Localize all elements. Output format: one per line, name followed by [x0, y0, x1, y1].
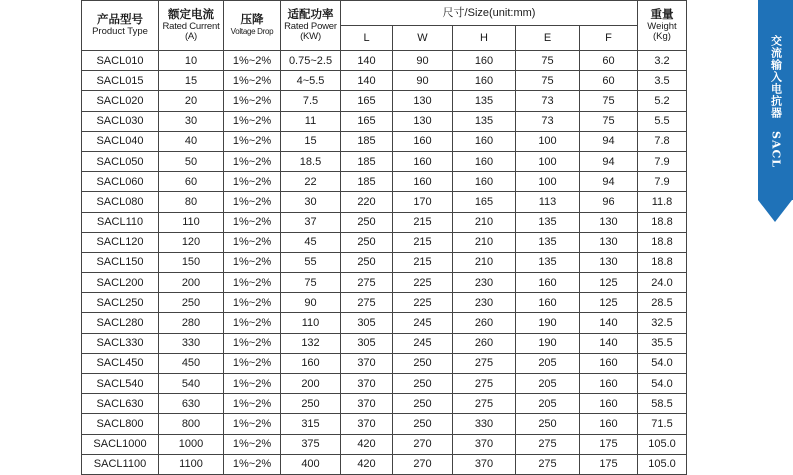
- cell-dim-w: 160: [393, 172, 453, 192]
- cell-product-type: SACL015: [82, 71, 159, 91]
- cell-dim-w: 270: [393, 454, 453, 474]
- cell-weight: 54.0: [638, 353, 687, 373]
- header-dim-l: L: [341, 26, 393, 51]
- cell-dim-f: 175: [580, 434, 638, 454]
- cell-dim-w: 90: [393, 51, 453, 71]
- cell-dim-e: 100: [516, 131, 580, 151]
- cell-dim-w: 250: [393, 394, 453, 414]
- cell-rated-power: 0.75~2.5: [281, 51, 341, 71]
- header-size: [341, 1, 638, 26]
- cell-voltage-drop: 1%~2%: [224, 51, 281, 71]
- cell-dim-h: 160: [453, 51, 516, 71]
- cell-dim-l: 275: [341, 293, 393, 313]
- cell-product-type: SACL280: [82, 313, 159, 333]
- cell-rated-power: 250: [281, 394, 341, 414]
- header-rated-current-unit: (A): [184, 31, 198, 42]
- table-row: [82, 454, 687, 474]
- cell-dim-l: 420: [341, 454, 393, 474]
- cell-dim-h: 275: [453, 374, 516, 394]
- cell-weight: 18.8: [638, 252, 687, 272]
- table-row: [82, 394, 687, 414]
- cell-product-type: SACL110: [82, 212, 159, 232]
- table-row: [82, 151, 687, 171]
- cell-dim-h: 135: [453, 91, 516, 111]
- cell-rated-power: 15: [281, 131, 341, 151]
- cell-rated-current: 200: [159, 273, 224, 293]
- cell-dim-f: 160: [580, 353, 638, 373]
- table-row: [82, 51, 687, 71]
- cell-dim-e: 250: [516, 414, 580, 434]
- cell-dim-h: 210: [453, 212, 516, 232]
- cell-dim-h: 275: [453, 394, 516, 414]
- cell-weight: 35.5: [638, 333, 687, 353]
- cell-dim-f: 160: [580, 394, 638, 414]
- cell-rated-power: 90: [281, 293, 341, 313]
- cell-product-type: SACL250: [82, 293, 159, 313]
- header-dim-f: F: [580, 26, 638, 51]
- cell-dim-h: 160: [453, 131, 516, 151]
- cell-dim-w: 245: [393, 313, 453, 333]
- cell-product-type: SACL450: [82, 353, 159, 373]
- cell-product-type: SACL630: [82, 394, 159, 414]
- cell-voltage-drop: 1%~2%: [224, 212, 281, 232]
- cell-dim-f: 160: [580, 374, 638, 394]
- cell-weight: 28.5: [638, 293, 687, 313]
- cell-dim-e: 160: [516, 293, 580, 313]
- cell-dim-w: 215: [393, 212, 453, 232]
- header-rated-power-zh: 适配功率: [287, 9, 334, 21]
- cell-dim-h: 160: [453, 172, 516, 192]
- cell-dim-h: 330: [453, 414, 516, 434]
- cell-dim-f: 60: [580, 51, 638, 71]
- cell-dim-f: 94: [580, 131, 638, 151]
- cell-rated-current: 20: [159, 91, 224, 111]
- cell-rated-current: 50: [159, 151, 224, 171]
- cell-dim-e: 73: [516, 111, 580, 131]
- cell-dim-f: 94: [580, 151, 638, 171]
- cell-dim-l: 370: [341, 414, 393, 434]
- table-row: [82, 313, 687, 333]
- cell-rated-power: 160: [281, 353, 341, 373]
- cell-dim-l: 165: [341, 91, 393, 111]
- cell-rated-power: 18.5: [281, 151, 341, 171]
- cell-product-type: SACL010: [82, 51, 159, 71]
- cell-dim-l: 420: [341, 434, 393, 454]
- header-voltage-drop-en: Voltage Drop: [230, 27, 274, 36]
- table-row: [82, 192, 687, 212]
- cell-rated-power: 30: [281, 192, 341, 212]
- header-dim-w: W: [393, 26, 453, 51]
- cell-dim-h: 160: [453, 71, 516, 91]
- cell-dim-w: 130: [393, 91, 453, 111]
- cell-dim-h: 275: [453, 353, 516, 373]
- cell-dim-e: 275: [516, 434, 580, 454]
- cell-dim-f: 75: [580, 91, 638, 111]
- cell-dim-e: 100: [516, 172, 580, 192]
- cell-dim-l: 370: [341, 353, 393, 373]
- header-dim-h: H: [453, 26, 516, 51]
- cell-product-type: SACL020: [82, 91, 159, 111]
- cell-rated-current: 540: [159, 374, 224, 394]
- cell-rated-current: 110: [159, 212, 224, 232]
- table-row: [82, 273, 687, 293]
- cell-dim-h: 260: [453, 333, 516, 353]
- cell-dim-w: 160: [393, 131, 453, 151]
- cell-dim-l: 250: [341, 252, 393, 272]
- cell-rated-current: 630: [159, 394, 224, 414]
- cell-weight: 5.2: [638, 91, 687, 111]
- cell-dim-f: 125: [580, 273, 638, 293]
- cell-rated-power: 132: [281, 333, 341, 353]
- cell-dim-w: 250: [393, 353, 453, 373]
- cell-voltage-drop: 1%~2%: [224, 454, 281, 474]
- header-dim-e: E: [516, 26, 580, 51]
- cell-dim-e: 135: [516, 212, 580, 232]
- cell-dim-l: 185: [341, 131, 393, 151]
- cell-weight: 7.8: [638, 131, 687, 151]
- cell-dim-h: 230: [453, 293, 516, 313]
- cell-product-type: SACL060: [82, 172, 159, 192]
- table-row: [82, 374, 687, 394]
- table-row: [82, 91, 687, 111]
- cell-voltage-drop: 1%~2%: [224, 91, 281, 111]
- cell-product-type: SACL030: [82, 111, 159, 131]
- cell-product-type: SACL050: [82, 151, 159, 171]
- cell-dim-h: 210: [453, 252, 516, 272]
- cell-weight: 11.8: [638, 192, 687, 212]
- cell-dim-e: 135: [516, 232, 580, 252]
- cell-dim-e: 73: [516, 91, 580, 111]
- cell-dim-e: 113: [516, 192, 580, 212]
- cell-weight: 32.5: [638, 313, 687, 333]
- cell-dim-w: 130: [393, 111, 453, 131]
- cell-dim-h: 160: [453, 151, 516, 171]
- table-row: [82, 333, 687, 353]
- cell-rated-current: 330: [159, 333, 224, 353]
- cell-weight: 5.5: [638, 111, 687, 131]
- cell-rated-power: 200: [281, 374, 341, 394]
- cell-dim-e: 75: [516, 51, 580, 71]
- cell-product-type: SACL040: [82, 131, 159, 151]
- cell-voltage-drop: 1%~2%: [224, 333, 281, 353]
- table-row: [82, 172, 687, 192]
- header-voltage-drop-zh: 压降: [240, 14, 264, 26]
- cell-rated-current: 800: [159, 414, 224, 434]
- table-row: [82, 71, 687, 91]
- cell-dim-f: 130: [580, 232, 638, 252]
- cell-dim-w: 225: [393, 293, 453, 313]
- cell-rated-current: 280: [159, 313, 224, 333]
- cell-weight: 3.2: [638, 51, 687, 71]
- cell-weight: 7.9: [638, 151, 687, 171]
- cell-product-type: SACL800: [82, 414, 159, 434]
- header-size-label: 尺寸/Size(unit:mm): [442, 6, 536, 19]
- cell-dim-l: 250: [341, 232, 393, 252]
- cell-rated-power: 75: [281, 273, 341, 293]
- cell-dim-l: 165: [341, 111, 393, 131]
- cell-dim-h: 370: [453, 434, 516, 454]
- cell-dim-l: 370: [341, 374, 393, 394]
- cell-product-type: SACL1000: [82, 434, 159, 454]
- cell-dim-f: 94: [580, 172, 638, 192]
- cell-dim-e: 190: [516, 313, 580, 333]
- cell-rated-current: 30: [159, 111, 224, 131]
- table-row: [82, 212, 687, 232]
- cell-dim-w: 215: [393, 232, 453, 252]
- cell-voltage-drop: 1%~2%: [224, 374, 281, 394]
- cell-dim-l: 370: [341, 394, 393, 414]
- cell-dim-w: 160: [393, 151, 453, 171]
- cell-weight: 54.0: [638, 374, 687, 394]
- cell-product-type: SACL120: [82, 232, 159, 252]
- cell-dim-f: 75: [580, 111, 638, 131]
- cell-dim-f: 175: [580, 454, 638, 474]
- cell-weight: 7.9: [638, 172, 687, 192]
- cell-rated-power: 11: [281, 111, 341, 131]
- cell-dim-w: 250: [393, 414, 453, 434]
- cell-rated-power: 315: [281, 414, 341, 434]
- table-row: [82, 252, 687, 272]
- cell-voltage-drop: 1%~2%: [224, 394, 281, 414]
- cell-dim-h: 165: [453, 192, 516, 212]
- cell-product-type: SACL200: [82, 273, 159, 293]
- cell-dim-f: 130: [580, 212, 638, 232]
- cell-voltage-drop: 1%~2%: [224, 131, 281, 151]
- cell-dim-f: 130: [580, 252, 638, 272]
- cell-weight: 71.5: [638, 414, 687, 434]
- table-row: [82, 434, 687, 454]
- cell-rated-power: 7.5: [281, 91, 341, 111]
- cell-dim-w: 225: [393, 273, 453, 293]
- cell-dim-e: 190: [516, 333, 580, 353]
- cell-rated-power: 375: [281, 434, 341, 454]
- cell-dim-e: 275: [516, 454, 580, 474]
- header-weight-zh: 重量: [650, 9, 674, 21]
- header-weight: [638, 1, 687, 51]
- cell-rated-power: 400: [281, 454, 341, 474]
- table-row: [82, 111, 687, 131]
- cell-rated-power: 110: [281, 313, 341, 333]
- cell-dim-e: 100: [516, 151, 580, 171]
- cell-dim-l: 185: [341, 172, 393, 192]
- header-weight-en: Weight: [647, 21, 677, 32]
- header-rated-current-en: Rated Current: [162, 21, 220, 32]
- cell-voltage-drop: 1%~2%: [224, 151, 281, 171]
- cell-rated-power: 22: [281, 172, 341, 192]
- cell-product-type: SACL080: [82, 192, 159, 212]
- cell-dim-w: 245: [393, 333, 453, 353]
- cell-voltage-drop: 1%~2%: [224, 313, 281, 333]
- cell-dim-f: 60: [580, 71, 638, 91]
- cell-voltage-drop: 1%~2%: [224, 414, 281, 434]
- cell-voltage-drop: 1%~2%: [224, 71, 281, 91]
- cell-product-type: SACL150: [82, 252, 159, 272]
- cell-weight: 18.8: [638, 212, 687, 232]
- cell-weight: 105.0: [638, 434, 687, 454]
- header-rated-power-unit: (KW): [300, 31, 321, 42]
- cell-rated-power: 4~5.5: [281, 71, 341, 91]
- cell-dim-e: 205: [516, 374, 580, 394]
- header-rated-current-zh: 额定电流: [168, 9, 214, 21]
- cell-dim-h: 135: [453, 111, 516, 131]
- cell-dim-l: 305: [341, 313, 393, 333]
- table-row: [82, 131, 687, 151]
- cell-dim-l: 140: [341, 51, 393, 71]
- cell-dim-h: 210: [453, 232, 516, 252]
- cell-rated-current: 120: [159, 232, 224, 252]
- cell-dim-w: 215: [393, 252, 453, 272]
- header-rated-power-en: Rated Power: [284, 21, 337, 32]
- cell-dim-f: 140: [580, 313, 638, 333]
- cell-dim-e: 160: [516, 273, 580, 293]
- cell-rated-power: 37: [281, 212, 341, 232]
- cell-dim-e: 205: [516, 394, 580, 414]
- cell-weight: 105.0: [638, 454, 687, 474]
- cell-weight: 58.5: [638, 394, 687, 414]
- cell-voltage-drop: 1%~2%: [224, 172, 281, 192]
- cell-dim-w: 90: [393, 71, 453, 91]
- cell-voltage-drop: 1%~2%: [224, 293, 281, 313]
- header-product-type-zh: 产品型号: [97, 14, 143, 26]
- cell-dim-w: 250: [393, 374, 453, 394]
- cell-rated-current: 60: [159, 172, 224, 192]
- table-row: [82, 353, 687, 373]
- cell-dim-f: 160: [580, 414, 638, 434]
- cell-dim-f: 140: [580, 333, 638, 353]
- cell-dim-l: 220: [341, 192, 393, 212]
- header-rated-current: [159, 1, 224, 51]
- header-rated-power: [281, 1, 341, 51]
- cell-dim-e: 135: [516, 252, 580, 272]
- cell-dim-w: 270: [393, 434, 453, 454]
- table-body: [82, 51, 687, 475]
- cell-voltage-drop: 1%~2%: [224, 192, 281, 212]
- cell-dim-l: 185: [341, 151, 393, 171]
- cell-voltage-drop: 1%~2%: [224, 353, 281, 373]
- cell-dim-h: 230: [453, 273, 516, 293]
- cell-dim-l: 140: [341, 71, 393, 91]
- cell-rated-current: 1000: [159, 434, 224, 454]
- cell-rated-current: 15: [159, 71, 224, 91]
- cell-rated-current: 250: [159, 293, 224, 313]
- cell-voltage-drop: 1%~2%: [224, 252, 281, 272]
- cell-dim-h: 260: [453, 313, 516, 333]
- cell-voltage-drop: 1%~2%: [224, 434, 281, 454]
- table-row: [82, 293, 687, 313]
- cell-product-type: SACL1100: [82, 454, 159, 474]
- cell-rated-current: 80: [159, 192, 224, 212]
- cell-rated-power: 45: [281, 232, 341, 252]
- header-product-type-en: Product Type: [92, 26, 148, 37]
- cell-dim-f: 125: [580, 293, 638, 313]
- side-tab-label: [758, 35, 793, 175]
- cell-rated-current: 450: [159, 353, 224, 373]
- header-weight-unit: (Kg): [653, 31, 671, 42]
- cell-voltage-drop: 1%~2%: [224, 111, 281, 131]
- header-product-type: [82, 1, 159, 51]
- cell-dim-h: 370: [453, 454, 516, 474]
- table-row: [82, 414, 687, 434]
- cell-dim-w: 170: [393, 192, 453, 212]
- cell-weight: 3.5: [638, 71, 687, 91]
- cell-rated-power: 55: [281, 252, 341, 272]
- side-tab-text: 交流输入电抗器 SACL: [769, 35, 783, 168]
- cell-voltage-drop: 1%~2%: [224, 273, 281, 293]
- cell-dim-e: 205: [516, 353, 580, 373]
- cell-product-type: SACL540: [82, 374, 159, 394]
- cell-weight: 18.8: [638, 232, 687, 252]
- cell-rated-current: 40: [159, 131, 224, 151]
- cell-product-type: SACL330: [82, 333, 159, 353]
- header-voltage-drop: [224, 1, 281, 51]
- cell-rated-current: 150: [159, 252, 224, 272]
- cell-rated-current: 10: [159, 51, 224, 71]
- cell-dim-l: 305: [341, 333, 393, 353]
- table-header: [82, 1, 687, 51]
- table-row: [82, 232, 687, 252]
- cell-weight: 24.0: [638, 273, 687, 293]
- cell-dim-l: 250: [341, 212, 393, 232]
- cell-dim-e: 75: [516, 71, 580, 91]
- cell-voltage-drop: 1%~2%: [224, 232, 281, 252]
- cell-rated-current: 1100: [159, 454, 224, 474]
- cell-dim-l: 275: [341, 273, 393, 293]
- cell-dim-f: 96: [580, 192, 638, 212]
- spec-table: [81, 0, 687, 475]
